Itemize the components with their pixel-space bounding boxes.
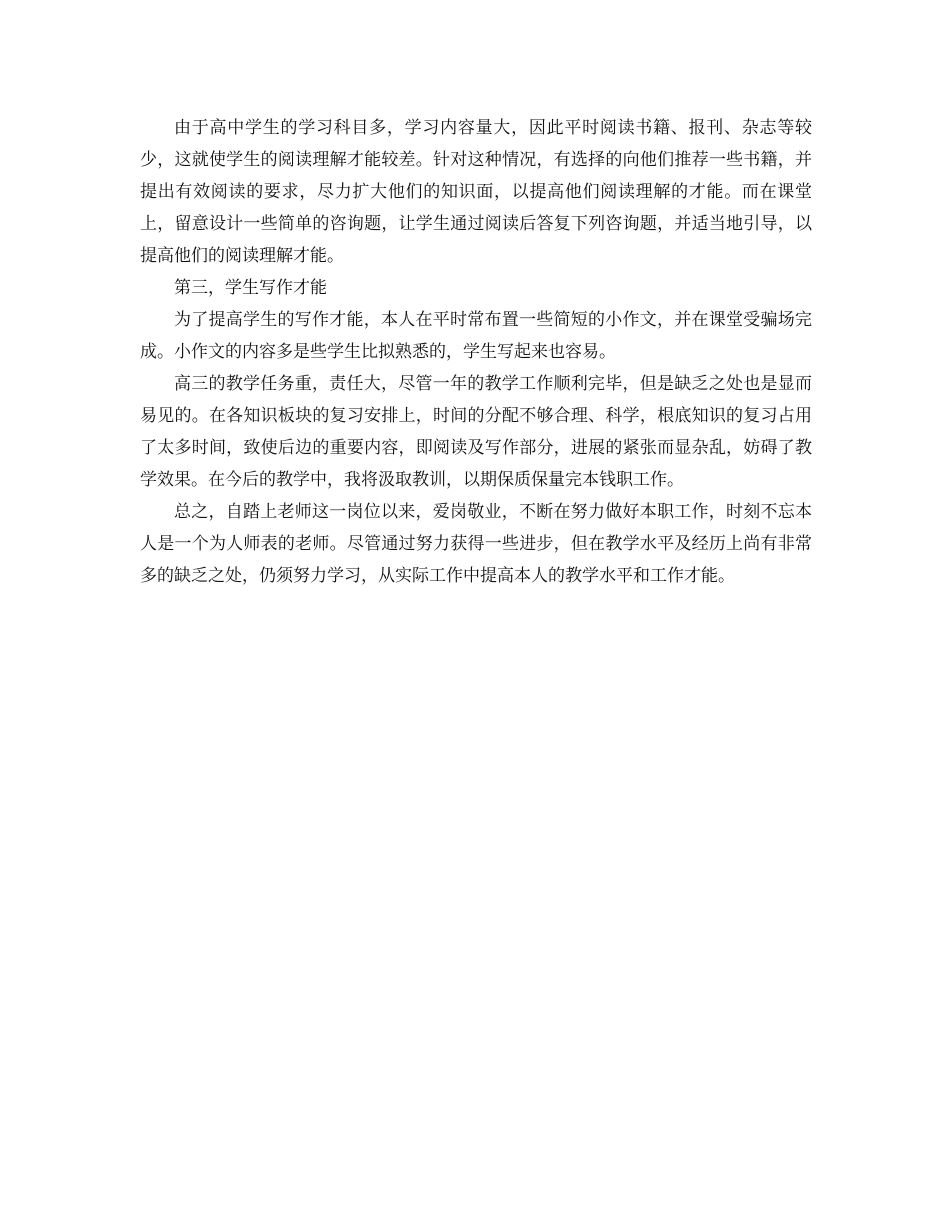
paragraph-conclusion: 总之，自踏上老师这一岗位以来，爱岗敬业，不断在努力做好本职工作，时刻不忘本人是一个为人师表的老师。尽管通过努力获得一些进步，但在教学水平及经历上尚有非常多的缺乏之处，仍须努力学习，从实际工作中提高本人的教学水平和工作才能。 [140,502,812,586]
paragraph-writing-ability: 为了提高学生的写作才能，本人在平时常布置一些简短的小作文，并在课堂受骗场完成。小作文的内容多是些学生比拟熟悉的，学生写起来也容易。 [140,310,812,362]
document-body [140,112,812,592]
section-heading-writing-ability: 第三，学生写作才能 [174,278,327,298]
paragraph-reading-ability: 由于高中学生的学习科目多，学习内容量大，因此平时阅读书籍、报刊、杂志等较少，这就使学生的阅读理解才能较差。针对这种情况，有选择的向他们推荐一些书籍，并提出有效阅读的要求，尽力扩大他们的知识面，以提高他们阅读理解的才能。而在课堂上，留意设计一些简单的咨询题，让学生通过阅读后答复下列咨询题，并适当地引导，以提高他们的阅读理解才能。 [140,118,812,266]
paragraph-shortcomings: 高三的教学任务重，责任大，尽管一年的教学工作顺利完毕，但是缺乏之处也是显而易见的。在各知识板块的复习安排上，时间的分配不够合理、科学，根底知识的复习占用了太多时间，致使后边的重要内容，即阅读及写作部分，进展的紧张而显杂乱，妨碍了教学效果。在今后的教学中，我将汲取教训，以期保质保量完本钱职工作。 [140,374,812,490]
